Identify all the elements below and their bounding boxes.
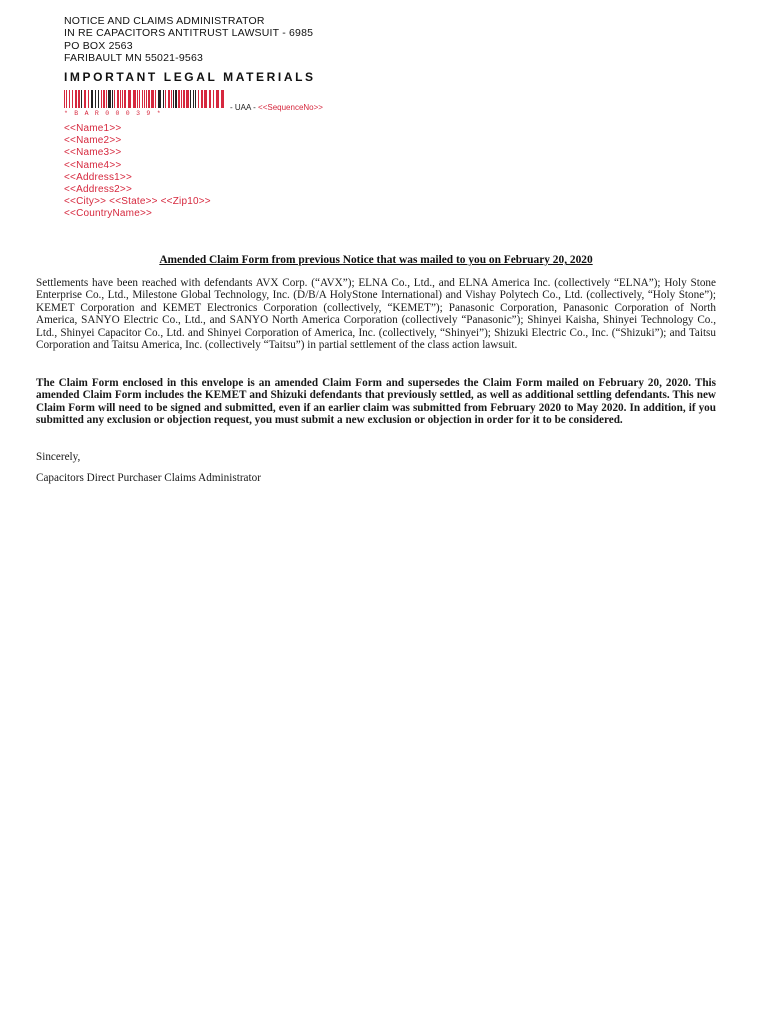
barcode-bar xyxy=(144,90,145,108)
barcode-bar xyxy=(78,90,80,108)
closing-salutation: Sincerely, xyxy=(36,451,81,463)
return-address-line: IN RE CAPACITORS ANTITRUST LAWSUIT - 6985 xyxy=(64,27,314,40)
barcode-bar xyxy=(195,90,196,108)
barcode-bar xyxy=(171,90,172,108)
barcode-bar xyxy=(190,90,191,108)
barcode-bar xyxy=(66,90,67,108)
return-address-line: PO BOX 2563 xyxy=(64,39,133,52)
barcode-bar xyxy=(128,90,131,108)
recipient-address-line: <<CountryName>> xyxy=(64,208,153,220)
barcode-bar xyxy=(101,90,102,108)
barcode-bar xyxy=(221,90,224,108)
barcode-bar xyxy=(98,90,99,108)
barcode-bar xyxy=(69,90,70,108)
barcode-bar xyxy=(103,90,105,108)
barcode-bar xyxy=(175,90,177,108)
recipient-address-line: <<Address1>> xyxy=(64,171,133,183)
recipient-address-line: <<Name1>> xyxy=(64,123,122,134)
recipient-address-block xyxy=(64,123,211,221)
barcode-bar xyxy=(201,90,203,108)
barcode-bar xyxy=(124,90,126,108)
barcode-bar xyxy=(114,90,115,108)
barcode-bar xyxy=(84,90,86,108)
barcode-bar xyxy=(148,90,150,108)
return-address-line: NOTICE AND CLAIMS ADMINISTRATOR xyxy=(64,15,265,27)
barcode-bar xyxy=(81,90,82,108)
barcode-bar xyxy=(198,90,199,108)
barcode-bar xyxy=(146,90,147,108)
barcode-bar xyxy=(64,90,65,108)
barcode-bar xyxy=(178,90,180,108)
recipient-address-line: <<Address2>> xyxy=(64,184,133,196)
sequence-number-placeholder: <<SequenceNo>> xyxy=(258,103,323,112)
barcode-bar xyxy=(137,90,138,108)
barcode-bar xyxy=(213,90,214,108)
sequence-line xyxy=(230,103,323,112)
barcode-bar xyxy=(216,90,219,108)
barcode-bar xyxy=(165,90,166,108)
sequence-prefix: - UAA - xyxy=(230,103,259,112)
barcode-bar xyxy=(139,90,140,108)
barcode-bar xyxy=(163,90,164,108)
barcode-bar xyxy=(108,90,111,108)
barcode-bar xyxy=(106,90,107,108)
barcode-bar xyxy=(120,90,121,108)
barcode-bar xyxy=(88,90,89,108)
recipient-address-line: <<Name3>> xyxy=(64,147,122,159)
barcode-bar xyxy=(117,90,119,108)
barcode-bar xyxy=(72,90,73,108)
barcode-bar xyxy=(168,90,170,108)
important-legal-materials-heading: IMPORTANT LEGAL MATERIALS xyxy=(64,70,316,84)
barcode-bar xyxy=(186,90,189,108)
barcode-bar xyxy=(173,90,174,108)
signature-line: Capacitors Direct Purchaser Claims Administrator xyxy=(36,472,261,484)
settlement-paragraph: Settlements have been reached with defendants AVX Corp. (“AVX”); ELNA Co., Ltd., and ELNA America Inc. (collectively “ELNA”); Holy Stone Enterprise Co., Ltd., Milestone Global Technology, Inc. (D/B/A HolyStone International) and Vishay Polytech Co., Ltd. (collectively, “Holy Stone”); KEMET Corporation and KEMET Electronics Corporation (collectively, “KEMET”); Panasonic Corporation, Panasonic Corporation of North America, SANYO Electric Co., Ltd., and SANYO North America Corporation (collectively “Panasonic”); Shinyei Kaisha, Shinyei Technology Co., Ltd., Shinyei Capacitor Co., Ltd. and Shinyei Corporation of America, Inc. (collectively, “Shinyei”); Shizuki Electric Co., Inc. (“Shizuki”); and Taitsu Corporation and Taitsu America, Inc. (collectively “Taitsu”) in partial settlement of the class action lawsuit. xyxy=(36,277,716,352)
return-address-line: FARIBAULT MN 55021-9563 xyxy=(64,51,204,64)
mailing-barcode xyxy=(64,90,224,120)
barcode-bar xyxy=(75,90,77,108)
barcode-bar xyxy=(155,90,156,108)
barcode-bar xyxy=(181,90,182,108)
barcode-bar xyxy=(151,90,154,108)
barcode-bar xyxy=(122,90,123,108)
barcode-bar xyxy=(193,90,194,108)
letter-title: Amended Claim Form from previous Notice that was mailed to you on February 20, 2020 xyxy=(159,254,593,266)
recipient-address-line: <<City>> <<State>> <<Zip10>> xyxy=(64,196,211,208)
recipient-address-line: <<Name2>> xyxy=(64,135,122,147)
barcode-bar xyxy=(95,90,96,108)
barcode-bar xyxy=(142,90,143,108)
return-address-block xyxy=(64,15,313,64)
barcode-bar xyxy=(91,90,93,108)
barcode-bar xyxy=(133,90,136,108)
barcode-bar xyxy=(183,90,185,108)
recipient-address-line: <<Name4>> xyxy=(64,159,122,171)
barcode-bar xyxy=(204,90,207,108)
amended-claim-paragraph: The Claim Form enclosed in this envelope is an amended Claim Form and supersedes the Claim Form mailed on February 20, 2020. This amended Claim Form includes the KEMET and Shizuki defendants that previously settled, as well as additional settling defendants. This new Claim Form will need to be signed and submitted, even if an earlier claim was submitted from February 2020 to May 2020. In addition, if you submitted any exclusion or objection request, you must submit a new exclusion or objection in order for it to be considered. xyxy=(36,377,716,427)
barcode-bar xyxy=(112,90,113,108)
barcode-text: *BAR00039* xyxy=(64,110,168,117)
barcode-bar xyxy=(158,90,161,108)
barcode-bar xyxy=(209,90,211,108)
barcode-bars xyxy=(64,90,224,112)
